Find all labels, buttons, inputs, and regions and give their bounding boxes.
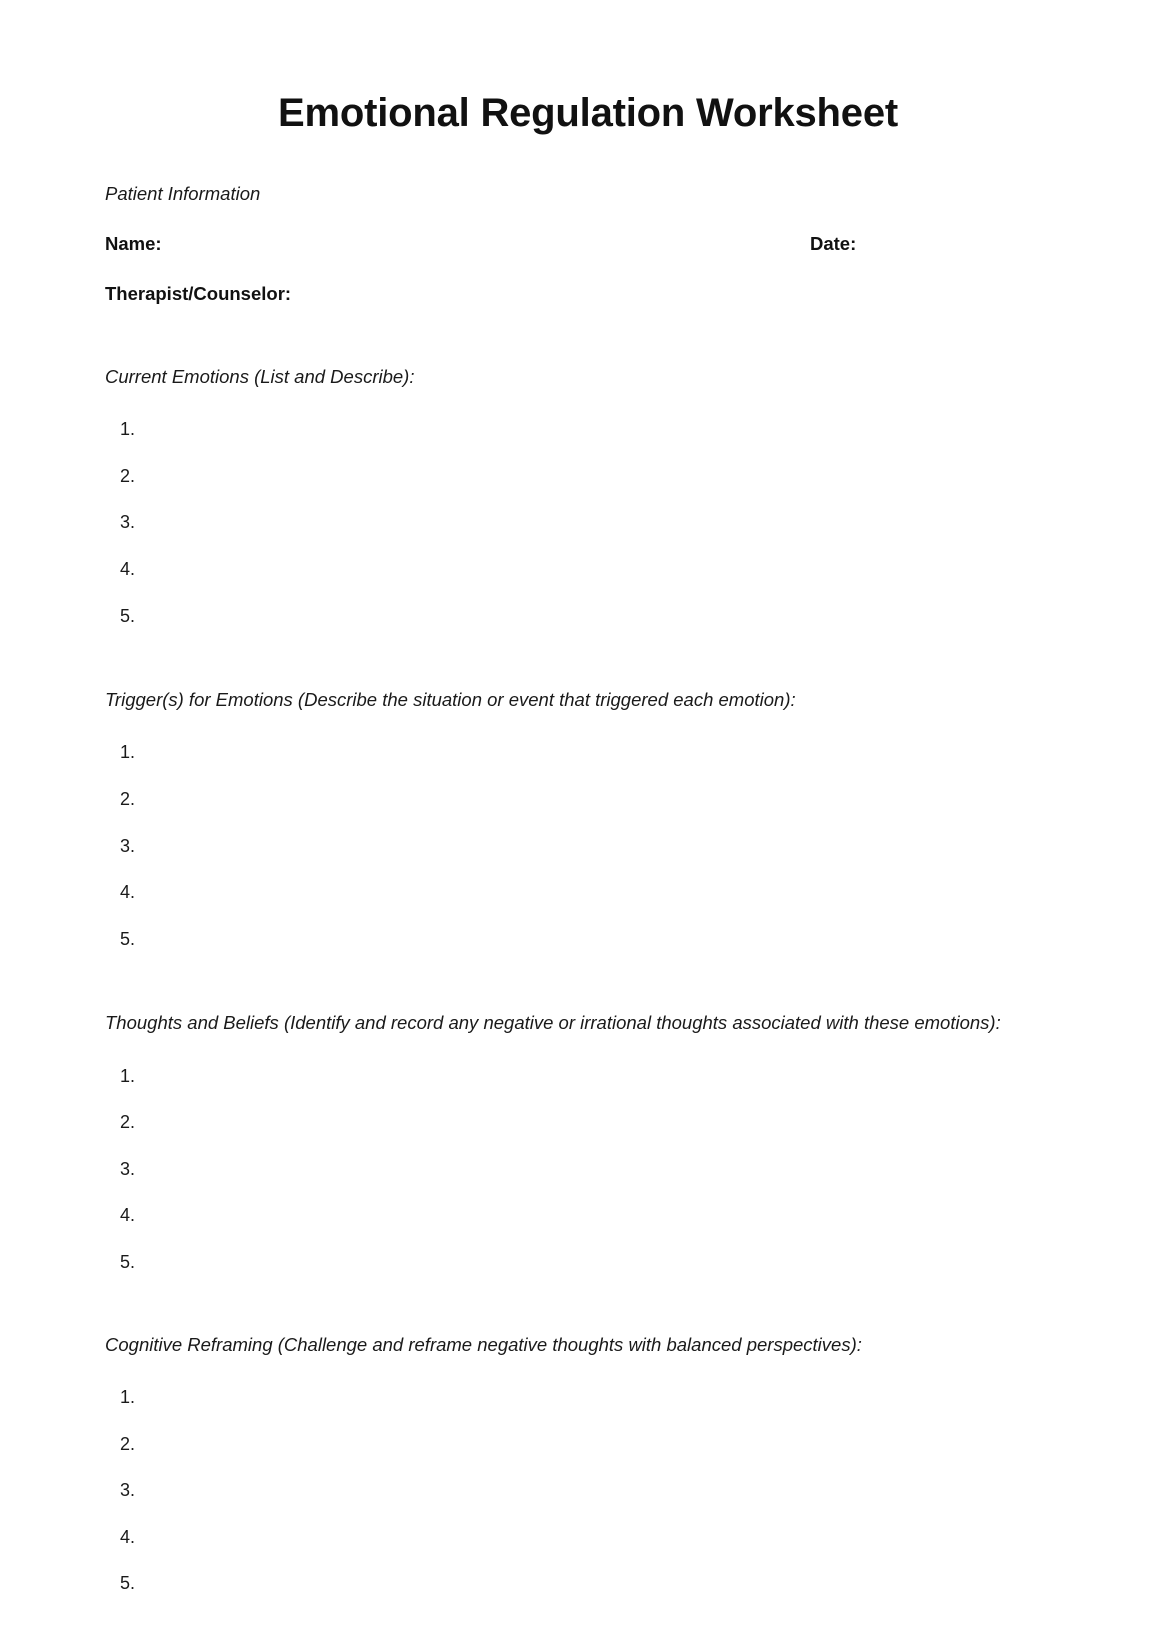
- section-heading-triggers: Trigger(s) for Emotions (Describe the situation or event that triggered each emotion):: [105, 689, 796, 711]
- therapist-row: [105, 282, 1071, 306]
- list-item[interactable]: 4.: [120, 1526, 136, 1547]
- list-item[interactable]: 3.: [120, 1158, 136, 1179]
- section-triggers: [105, 687, 1071, 950]
- list-item[interactable]: 2.: [120, 465, 136, 486]
- section-current-emotions: [105, 364, 1071, 627]
- list-item[interactable]: 1.: [120, 742, 136, 763]
- section-cognitive-reframing: [105, 1332, 1071, 1595]
- date-field-label: Date:: [810, 232, 857, 254]
- list-item[interactable]: 2.: [120, 1433, 136, 1454]
- list-item[interactable]: 5.: [120, 605, 136, 626]
- name-date-row: [105, 232, 1071, 256]
- patient-information-block: [105, 182, 1071, 306]
- list-item[interactable]: 5.: [120, 1252, 136, 1273]
- list-item[interactable]: 2.: [120, 789, 136, 810]
- list-item[interactable]: 3.: [120, 835, 136, 856]
- list-item[interactable]: 1.: [120, 419, 136, 440]
- list-item[interactable]: 1.: [120, 1065, 136, 1086]
- patient-information-label: Patient Information: [105, 183, 261, 204]
- list-item[interactable]: 1.: [120, 1386, 136, 1407]
- answer-list-thoughts-and-beliefs: [105, 1066, 1071, 1274]
- section-heading-thoughts-and-beliefs: Thoughts and Beliefs (Identify and record any negative or irrational thoughts associated with these emotions):: [105, 1012, 1001, 1034]
- name-field-label: Name:: [105, 232, 162, 254]
- section-heading-cognitive-reframing: Cognitive Reframing (Challenge and reframe negative thoughts with balanced perspectives):: [105, 1333, 862, 1355]
- list-item[interactable]: 4.: [120, 559, 136, 580]
- section-thoughts-and-beliefs: [105, 1010, 1071, 1273]
- therapist-field-label: Therapist/Counselor:: [105, 282, 292, 304]
- list-item[interactable]: 3.: [120, 512, 136, 533]
- page-title: Emotional Regulation Worksheet: [278, 91, 898, 135]
- list-item[interactable]: 3.: [120, 1480, 136, 1501]
- answer-list-cognitive-reframing: [105, 1387, 1071, 1595]
- answer-list-current-emotions: [105, 419, 1071, 627]
- list-item[interactable]: 5.: [120, 1573, 136, 1594]
- list-item[interactable]: 4.: [120, 882, 136, 903]
- list-item[interactable]: 4.: [120, 1205, 136, 1226]
- answer-list-triggers: [105, 742, 1071, 950]
- list-item[interactable]: 2.: [120, 1112, 136, 1133]
- list-item[interactable]: 5.: [120, 928, 136, 949]
- section-heading-current-emotions: Current Emotions (List and Describe):: [105, 365, 415, 387]
- worksheet-content: [105, 0, 1071, 1595]
